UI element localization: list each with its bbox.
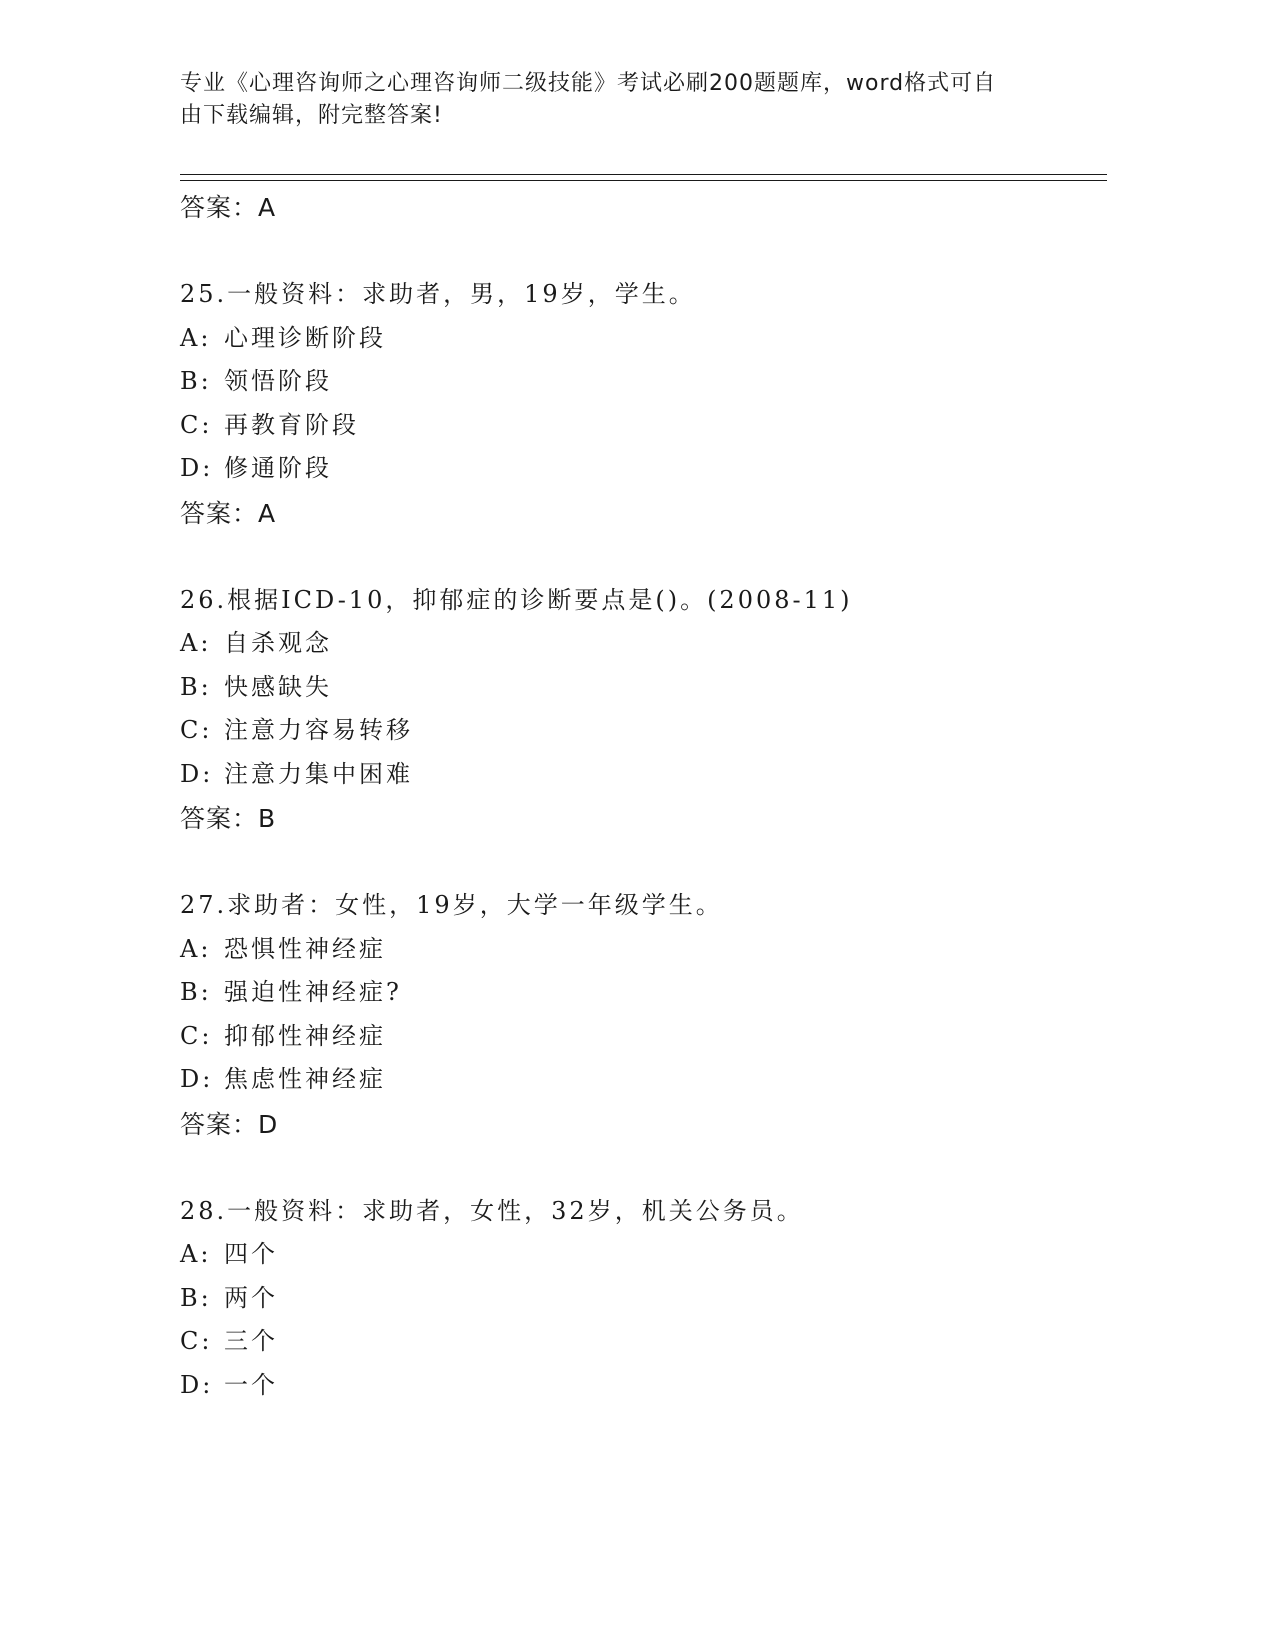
option-item	[180, 1058, 1107, 1102]
answer-line: 答案：A	[180, 193, 277, 222]
option-label: D:	[180, 1370, 214, 1399]
option-text: 注意力容易转移	[224, 716, 413, 744]
spacer	[180, 1147, 1107, 1190]
option-item	[180, 317, 1107, 361]
option-item	[180, 360, 1107, 404]
option-label: C:	[180, 410, 213, 439]
option-label: C:	[180, 1021, 213, 1050]
header-line-1: 专业《心理咨询师之心理咨询师二级技能》考试必刷200题题库，word格式可自	[180, 71, 997, 96]
option-text: 领悟阶段	[224, 367, 332, 395]
question-list	[180, 185, 1107, 1407]
header-line-2: 由下载编辑，附完整答案!	[180, 103, 443, 128]
header-divider-top	[180, 174, 1107, 175]
option-label: B:	[180, 672, 212, 701]
option-label: A:	[180, 629, 212, 657]
document-header	[180, 68, 1040, 132]
option-text: 两个	[224, 1283, 278, 1312]
option-item	[180, 1015, 1107, 1059]
option-item	[180, 447, 1107, 491]
answer-line: 答案：B	[180, 804, 277, 833]
option-item	[180, 622, 1107, 666]
option-text: 三个	[224, 1327, 278, 1355]
option-item	[180, 709, 1107, 753]
option-item	[180, 971, 1107, 1015]
option-text: 强迫性神经症?	[224, 978, 402, 1006]
option-label: B:	[180, 1283, 212, 1312]
option-label: C:	[180, 716, 213, 744]
question-block	[180, 579, 1107, 842]
option-label: A:	[180, 934, 212, 963]
option-text: 恐惧性神经症	[224, 934, 386, 963]
option-label: C:	[180, 1327, 213, 1355]
option-text: 抑郁性神经症	[224, 1021, 386, 1050]
option-item	[180, 1320, 1107, 1364]
option-item	[180, 666, 1107, 710]
option-label: D:	[180, 759, 214, 788]
header-divider-bottom	[180, 180, 1107, 181]
spacer	[180, 841, 1107, 884]
option-text: 修通阶段	[224, 454, 332, 482]
question-stem: 27.求助者：女性，19岁，大学一年级学生。	[180, 891, 723, 919]
option-item	[180, 928, 1107, 972]
question-block	[180, 884, 1107, 1147]
option-item	[180, 1233, 1107, 1277]
spacer	[180, 536, 1107, 579]
option-item	[180, 753, 1107, 797]
question-stem: 26.根据ICD-10，抑郁症的诊断要点是()。(2008-11)	[180, 585, 853, 614]
answer-line: 答案：D	[180, 1109, 279, 1139]
option-label: D:	[180, 1065, 214, 1093]
answer-line: 答案：A	[180, 498, 277, 528]
option-label: A:	[180, 1240, 212, 1268]
option-item	[180, 404, 1107, 448]
option-text: 快感缺失	[224, 672, 332, 701]
option-label: B:	[180, 978, 212, 1006]
question-block	[180, 1190, 1107, 1408]
option-text: 焦虑性神经症	[224, 1065, 386, 1093]
option-label: A:	[180, 323, 212, 352]
option-text: 四个	[224, 1240, 278, 1268]
option-label: D:	[180, 454, 214, 482]
option-item	[180, 1364, 1107, 1408]
option-text: 一个	[224, 1370, 278, 1399]
option-text: 自杀观念	[224, 629, 332, 657]
question-block	[180, 273, 1107, 536]
question-stem: 25.一般资料：求助者，男，19岁，学生。	[180, 280, 696, 308]
option-text: 心理诊断阶段	[224, 323, 386, 352]
spacer	[180, 230, 1107, 273]
option-label: B:	[180, 367, 212, 395]
option-item	[180, 1277, 1107, 1321]
question-stem: 28.一般资料：求助者，女性，32岁，机关公务员。	[180, 1196, 804, 1225]
option-text: 注意力集中困难	[224, 759, 413, 788]
option-text: 再教育阶段	[224, 410, 359, 439]
